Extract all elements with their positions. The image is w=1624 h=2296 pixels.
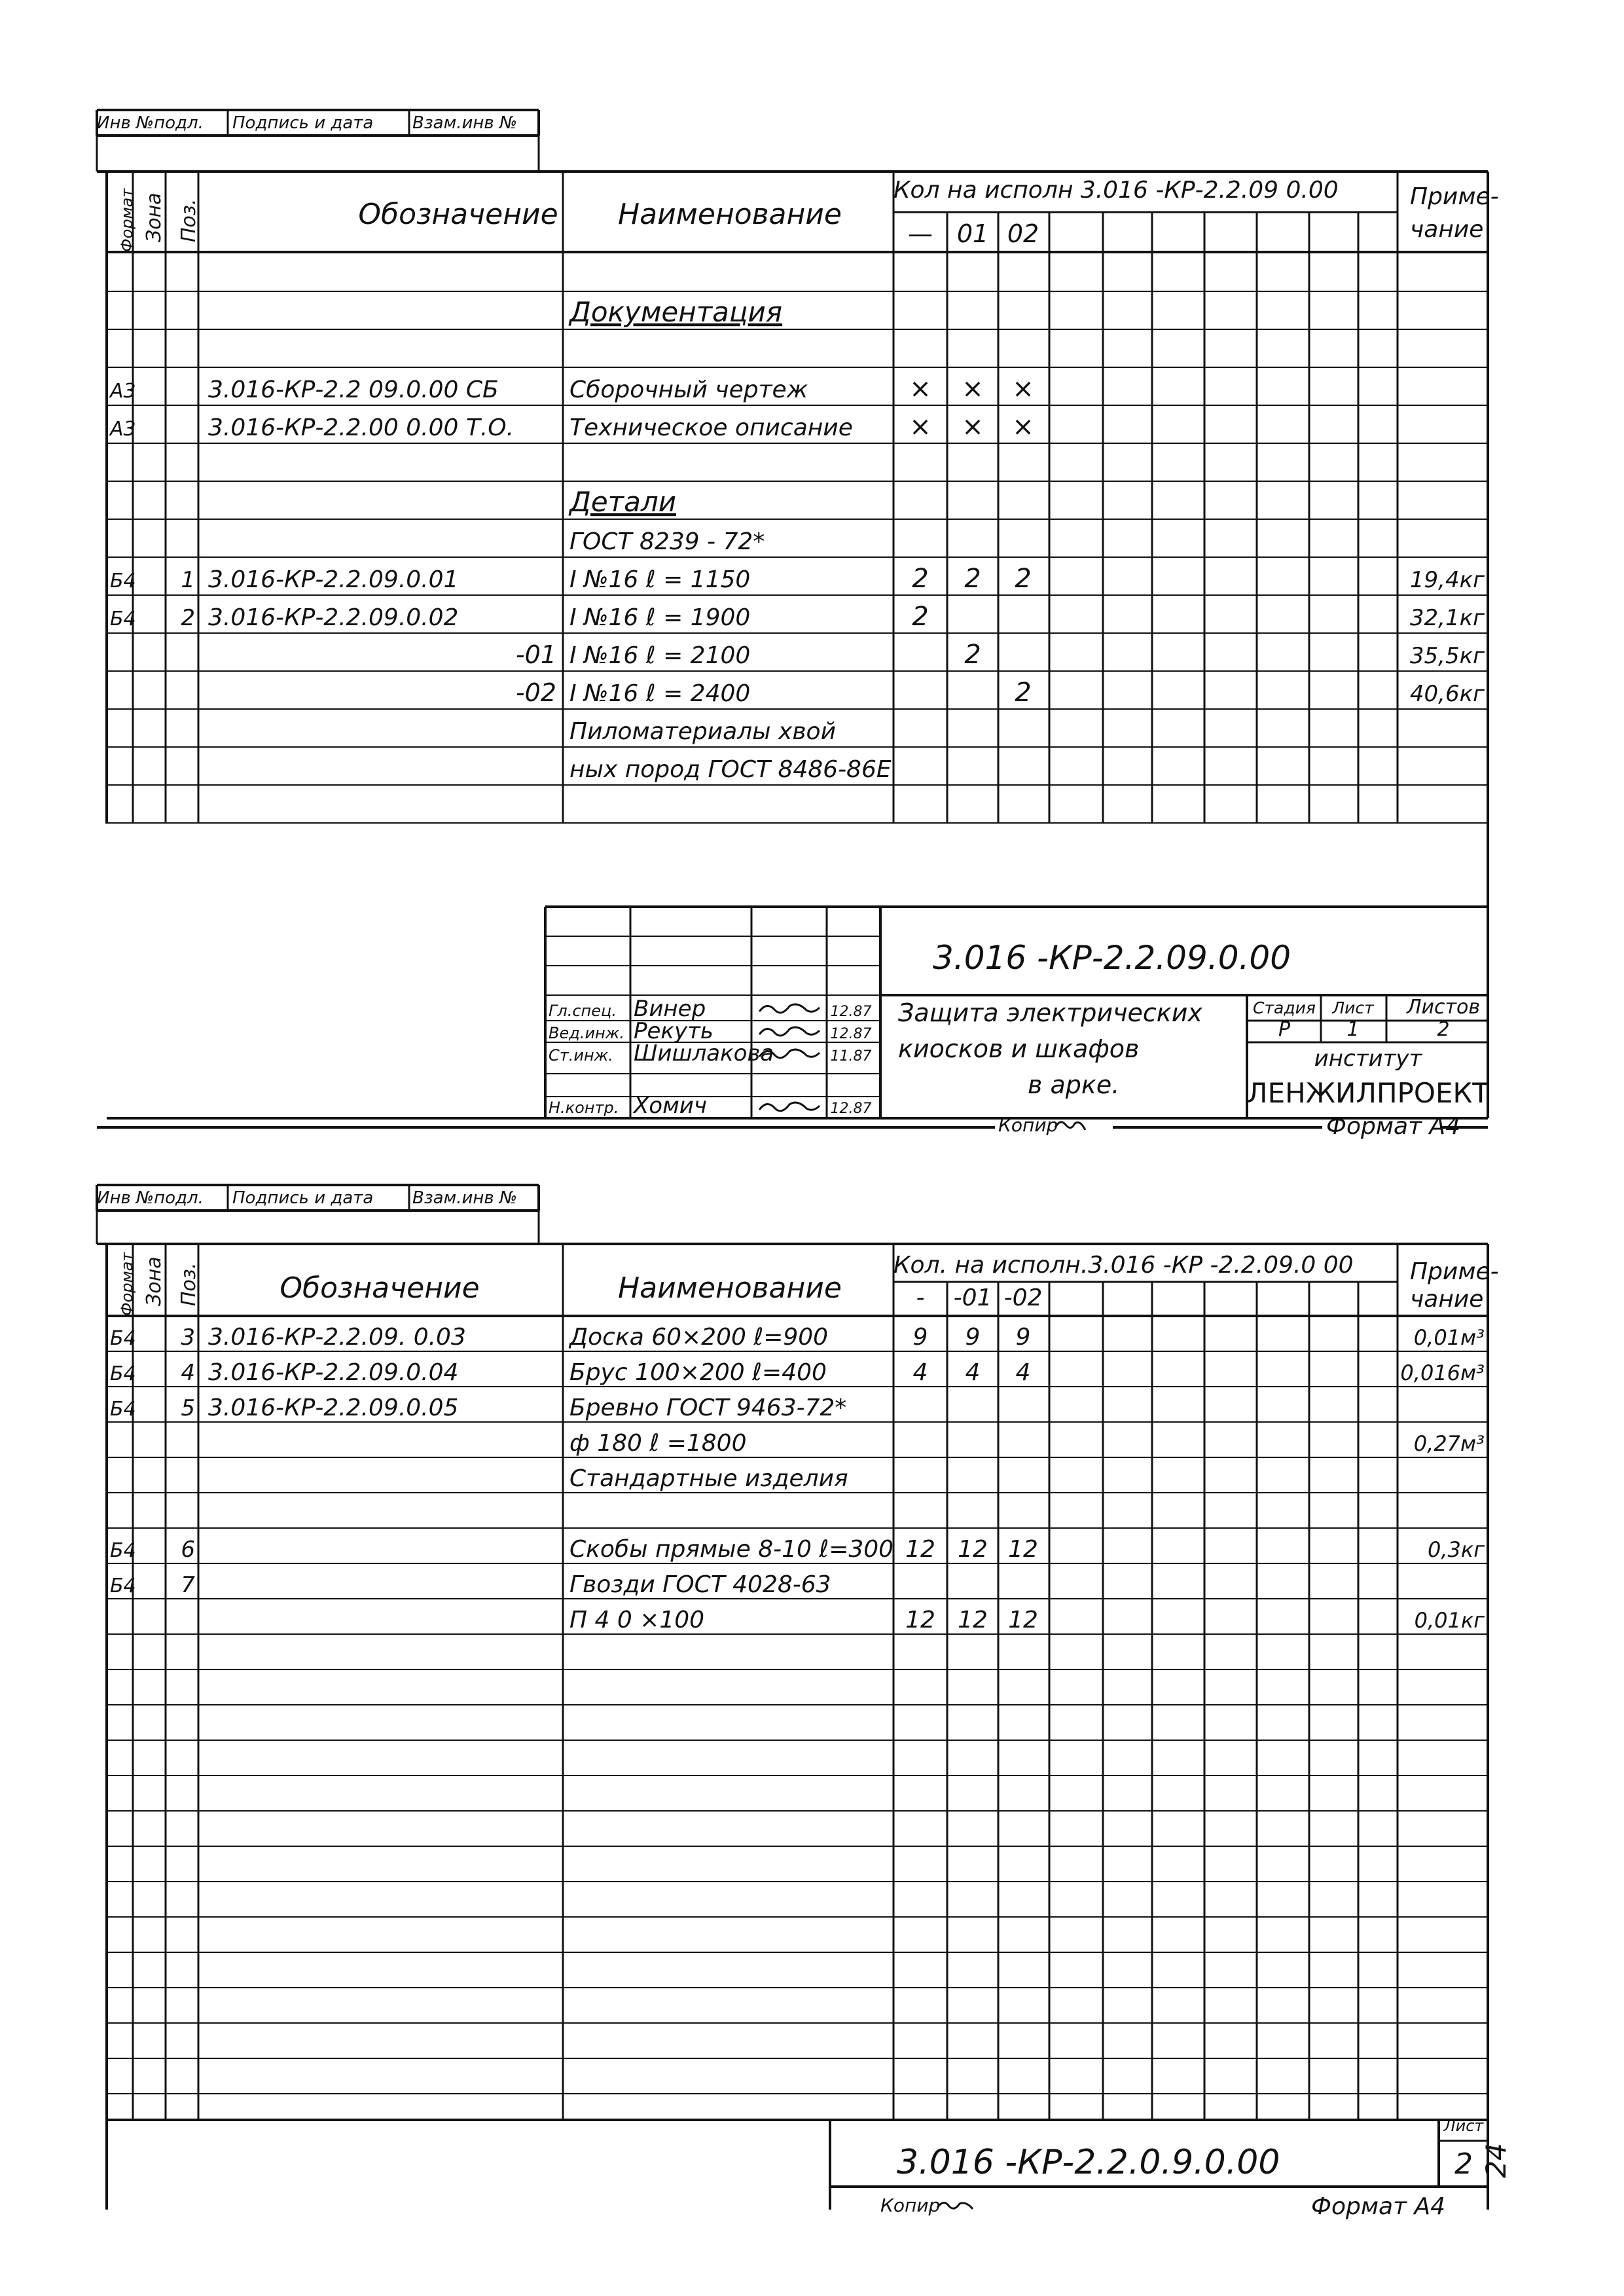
format-cell: Б4 bbox=[110, 1327, 136, 1350]
format2-label: Формат А4 bbox=[1311, 2193, 1446, 2220]
signer-name: Винер bbox=[634, 996, 706, 1022]
qty-cell: 9 bbox=[912, 1324, 928, 1351]
sheet-1 bbox=[97, 113, 1499, 1140]
stamp-repl-label: Взам.инв № bbox=[412, 113, 517, 133]
format-label: Формат А4 bbox=[1326, 1113, 1461, 1140]
note-cell: 0,01кг bbox=[1414, 1608, 1485, 1633]
header-variant-02: 02 bbox=[1007, 219, 1039, 248]
name-cell: Техническое описание bbox=[569, 414, 853, 441]
note-cell: 0,3кг bbox=[1427, 1537, 1485, 1562]
format-cell: Б4 bbox=[110, 1398, 136, 1421]
designation-cell: 3.016-КР-2.2.09.0.05 bbox=[208, 1394, 459, 1421]
qty-cell: × bbox=[909, 412, 931, 442]
qty-cell: 2 bbox=[1015, 678, 1032, 708]
signer-date: 12.87 bbox=[830, 1026, 872, 1042]
copied2-signature bbox=[937, 2202, 973, 2209]
name-cell: Бревно ГОСТ 9463-72* bbox=[569, 1394, 847, 1421]
qty-cell: × bbox=[909, 374, 931, 404]
format-cell: Б4 bbox=[110, 1575, 136, 1597]
stamp2-repl-label: Взам.инв № bbox=[412, 1188, 517, 1208]
header2-zone: Зона bbox=[143, 1256, 166, 1306]
format-cell: Б4 bbox=[110, 1539, 136, 1562]
position-cell: 3 bbox=[181, 1324, 195, 1351]
name-cell: ф 180 ℓ =1800 bbox=[569, 1430, 747, 1457]
header2-name: Наименование bbox=[618, 1271, 842, 1305]
header2-designation: Обозначение bbox=[280, 1271, 480, 1305]
tb-sheets-value: 2 bbox=[1437, 1018, 1450, 1041]
header-note-line2: чание bbox=[1410, 216, 1484, 243]
header2-note-line2: чание bbox=[1410, 1286, 1484, 1313]
stamp2-inv-label: Инв №подл. bbox=[97, 1188, 204, 1208]
copied-label: Копир bbox=[998, 1114, 1058, 1136]
qty-cell: × bbox=[962, 374, 984, 404]
note-cell: 40,6кг bbox=[1409, 681, 1485, 707]
name-cell: Скобы прямые 8-10 ℓ=300 bbox=[569, 1536, 894, 1563]
qty-cell: × bbox=[1012, 412, 1034, 442]
sheet2-code: 3.016 -КР-2.2.0.9.0.00 bbox=[897, 2143, 1280, 2182]
designation-cell: 3.016-КР-2.2.09.0.04 bbox=[208, 1359, 459, 1386]
position-cell: 1 bbox=[181, 567, 195, 593]
signature-scribble bbox=[759, 1027, 820, 1036]
tb-sheet-label: Лист bbox=[1332, 998, 1374, 1017]
header2-pos: Поз. bbox=[177, 1262, 200, 1306]
signer-role: Вед.инж. bbox=[549, 1024, 624, 1042]
tb-org-line2: ЛЕНЖИЛПРОЕКТ bbox=[1247, 1077, 1489, 1109]
sheet1-rows bbox=[109, 296, 1485, 783]
name-cell: I №16 ℓ = 1900 bbox=[569, 604, 751, 631]
header2-variant-01: -01 bbox=[953, 1285, 992, 1311]
position-cell: 5 bbox=[181, 1395, 195, 1421]
tb-title-line2: киосков и шкафов bbox=[898, 1034, 1140, 1063]
signer-name: Хомич bbox=[634, 1093, 707, 1119]
designation-variant-cell: -01 bbox=[515, 640, 556, 669]
sheet2-sheet-label: Лист bbox=[1443, 2117, 1484, 2135]
name-cell: ных пород ГОСТ 8486-86Е bbox=[569, 756, 892, 783]
position-cell: 2 bbox=[181, 605, 195, 631]
header-zone: Зона bbox=[143, 192, 166, 242]
qty-cell: 9 bbox=[965, 1324, 981, 1351]
copied2-label: Копир bbox=[880, 2195, 941, 2216]
qty-cell: × bbox=[1012, 374, 1034, 404]
signer-role: Н.контр. bbox=[549, 1099, 619, 1117]
header2-qty: Кол. на исполн.3.016 -КР -2.2.09.0 00 bbox=[893, 1252, 1354, 1279]
designation-variant-cell: -02 bbox=[515, 678, 556, 707]
sheet2-rows bbox=[110, 1324, 1485, 1633]
tb-code: 3.016 -КР-2.2.09.0.00 bbox=[933, 939, 1291, 977]
stamp-sign-label: Подпись и дата bbox=[232, 113, 374, 133]
header-designation: Обозначение bbox=[358, 198, 558, 231]
name-cell: Пиломатериалы хвой bbox=[569, 718, 836, 745]
qty-cell: 12 bbox=[958, 1536, 988, 1563]
header-format: Формат bbox=[118, 188, 136, 252]
copied-signature bbox=[1055, 1122, 1085, 1130]
designation-cell: 3.016-КР-2.2 09.0.00 СБ bbox=[208, 376, 499, 403]
name-cell: П 4 0 ×100 bbox=[569, 1607, 705, 1633]
designation-cell: 3.016-КР-2.2.09.0.01 bbox=[208, 566, 459, 593]
name-cell: ГОСТ 8239 - 72* bbox=[569, 528, 765, 555]
tb-stage-value: Р bbox=[1278, 1018, 1291, 1041]
designation-cell: 3.016-КР-2.2.09. 0.03 bbox=[208, 1324, 466, 1351]
header2-format: Формат bbox=[118, 1252, 136, 1316]
qty-cell: 9 bbox=[1015, 1324, 1031, 1351]
header2-variant-02: -02 bbox=[1003, 1285, 1043, 1311]
note-cell: 0,27м³ bbox=[1413, 1431, 1485, 1456]
header2-note-line1: Приме- bbox=[1410, 1258, 1499, 1285]
header-variant-01: 01 bbox=[956, 219, 989, 248]
header2-variant-0: - bbox=[916, 1285, 925, 1311]
qty-cell: 4 bbox=[1015, 1359, 1031, 1386]
name-cell: Сборочный чертеж bbox=[569, 376, 808, 403]
qty-cell: 2 bbox=[1015, 564, 1032, 594]
signer-role: Ст.инж. bbox=[549, 1046, 613, 1065]
position-cell: 6 bbox=[181, 1537, 195, 1563]
position-cell: 4 bbox=[181, 1360, 195, 1386]
format-cell: А3 bbox=[110, 380, 136, 403]
designation-cell: 3.016-КР-2.2.00 0.00 Т.О. bbox=[208, 414, 514, 441]
signature-scribble bbox=[759, 1004, 820, 1013]
name-cell: Брус 100×200 ℓ=400 bbox=[569, 1359, 827, 1386]
tb-sheets-label: Листов bbox=[1406, 996, 1481, 1019]
header-qty: Кол на исполн 3.016 -КР-2.2.09 0.00 bbox=[893, 177, 1339, 204]
signer-date: 12.87 bbox=[830, 1004, 872, 1020]
designation-cell: 3.016-КР-2.2.09.0.02 bbox=[208, 604, 459, 631]
qty-cell: 12 bbox=[905, 1536, 935, 1563]
note-cell: 0,016м³ bbox=[1400, 1360, 1485, 1385]
qty-cell: 12 bbox=[958, 1607, 988, 1633]
qty-cell: 2 bbox=[912, 602, 929, 632]
name-cell: I №16 ℓ = 2400 bbox=[569, 680, 751, 707]
tb-stage-label: Стадия bbox=[1253, 998, 1316, 1017]
signer-name: Рекуть bbox=[634, 1018, 713, 1044]
sheet2-sheet-number: 2 bbox=[1454, 2147, 1473, 2181]
format-cell: Б4 bbox=[110, 608, 136, 630]
name-cell: Гвозди ГОСТ 4028-63 bbox=[569, 1571, 831, 1598]
tb-org-line1: институт bbox=[1314, 1046, 1422, 1072]
qty-cell: 2 bbox=[964, 564, 981, 594]
stamp2-sign-label: Подпись и дата bbox=[232, 1188, 374, 1208]
signer-role: Гл.спец. bbox=[549, 1002, 617, 1020]
header-variant-0: — bbox=[908, 219, 933, 248]
signer-date: 12.87 bbox=[830, 1101, 872, 1117]
header-pos: Поз. bbox=[177, 198, 200, 242]
name-cell: I №16 ℓ = 1150 bbox=[569, 566, 751, 593]
format-cell: Б4 bbox=[110, 570, 136, 592]
name-cell: Доска 60×200 ℓ=900 bbox=[569, 1324, 829, 1351]
tb-title-line1: Защита электрических bbox=[898, 998, 1202, 1027]
name-cell: Детали bbox=[569, 486, 676, 518]
header-note-line1: Приме- bbox=[1410, 183, 1499, 210]
signature-scribble bbox=[759, 1102, 820, 1111]
qty-cell: 2 bbox=[964, 640, 981, 670]
note-cell: 0,01м³ bbox=[1413, 1325, 1485, 1350]
signer-date: 11.87 bbox=[830, 1048, 872, 1065]
note-cell: 19,4кг bbox=[1409, 567, 1485, 593]
name-cell: Стандартные изделия bbox=[569, 1465, 848, 1492]
qty-cell: 12 bbox=[1008, 1536, 1038, 1563]
qty-cell: 12 bbox=[905, 1607, 935, 1633]
header-name: Наименование bbox=[618, 198, 842, 231]
qty-cell: 12 bbox=[1008, 1607, 1038, 1633]
stamp-inv-label: Инв №подл. bbox=[97, 113, 204, 133]
tb-title-line3: в арке. bbox=[1028, 1070, 1120, 1099]
signer-name: Шишлакова bbox=[634, 1040, 774, 1066]
qty-cell: × bbox=[962, 412, 984, 442]
position-cell: 7 bbox=[181, 1572, 195, 1598]
note-cell: 32,1кг bbox=[1409, 605, 1485, 631]
name-cell: Документация bbox=[569, 296, 783, 328]
qty-cell: 2 bbox=[912, 564, 929, 594]
name-cell: I №16 ℓ = 2100 bbox=[569, 642, 751, 669]
qty-cell: 4 bbox=[912, 1359, 928, 1386]
page-mark: 24 bbox=[1480, 2143, 1512, 2178]
qty-cell: 4 bbox=[965, 1359, 981, 1386]
tb-signers bbox=[549, 996, 871, 1119]
format-cell: А3 bbox=[110, 418, 136, 441]
note-cell: 35,5кг bbox=[1409, 643, 1485, 669]
format-cell: Б4 bbox=[110, 1362, 136, 1385]
tb-sheet-value: 1 bbox=[1346, 1018, 1360, 1041]
